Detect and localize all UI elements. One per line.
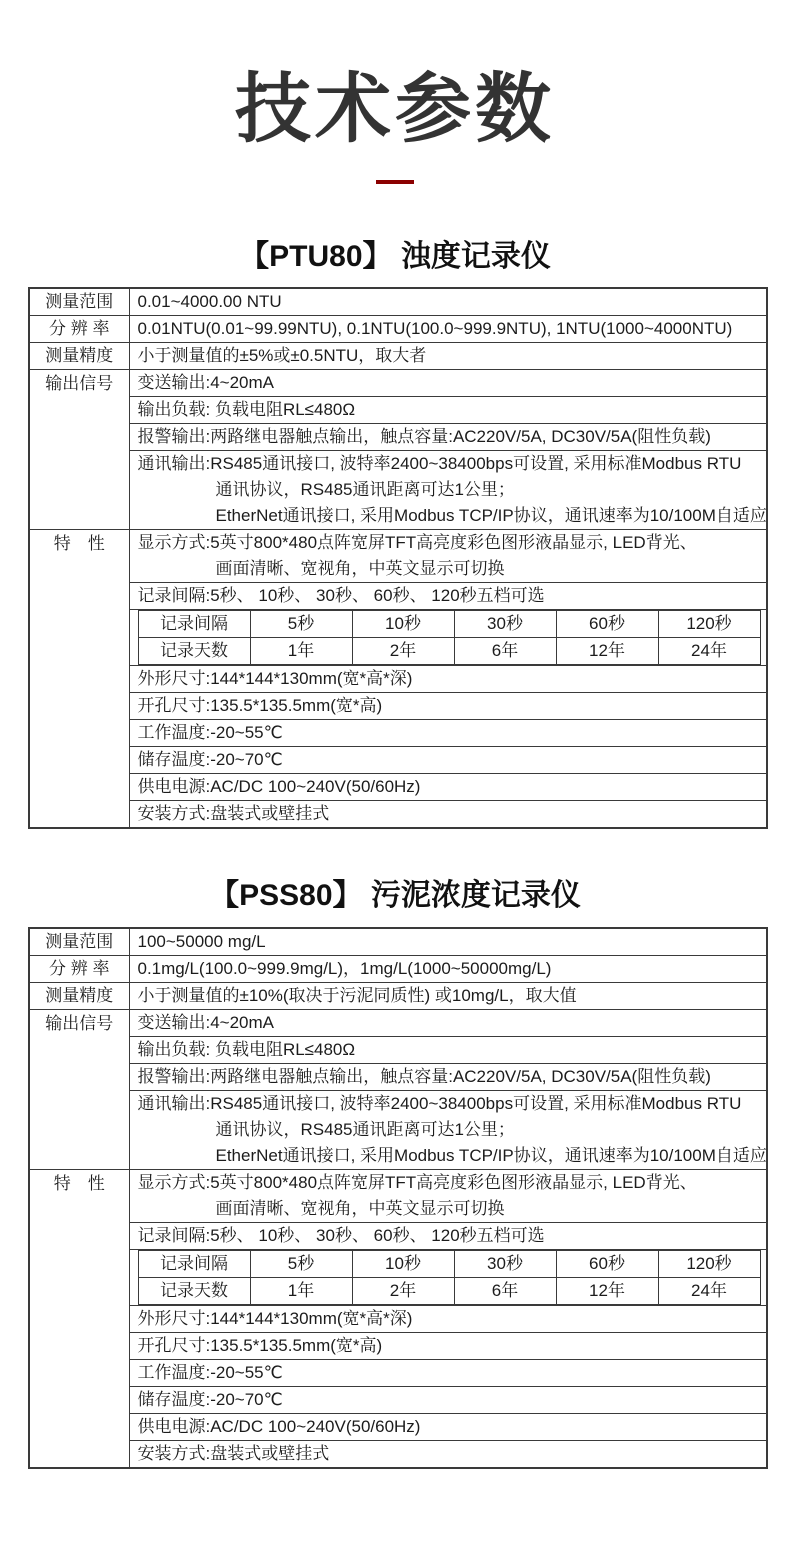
subtable-cell: 30秒	[454, 610, 556, 637]
row-value: 安装方式:盘装式或壁挂式	[129, 1441, 767, 1469]
row-value: 100~50000 mg/L	[129, 928, 767, 956]
subtable-cell: 2年	[352, 1278, 454, 1305]
table-row	[29, 1333, 767, 1360]
subtable-cell: 12年	[556, 1278, 658, 1305]
comm-line-2: 通讯协议，RS485通讯距离可达1公里；	[215, 479, 515, 499]
subtable-cell: 5秒	[250, 610, 352, 637]
row-value: 记录间隔:5秒、 10秒、 30秒、 60秒、 120秒五档可选	[129, 1223, 767, 1250]
row-value-comm-output	[129, 450, 767, 529]
table-row	[29, 956, 767, 983]
subtable-cell: 1年	[250, 1278, 352, 1305]
row-value: 开孔尺寸:135.5*135.5mm(宽*高)	[129, 692, 767, 719]
row-value: 小于测量值的±10%(取决于污泥同质性) 或10mg/L，取大值	[129, 983, 767, 1010]
table-row	[29, 800, 767, 828]
table-row	[29, 1360, 767, 1387]
subtable-cell: 记录间隔	[138, 1251, 250, 1278]
table-row	[29, 1091, 767, 1170]
row-value: 变送输出:4~20mA	[129, 369, 767, 396]
table-row	[29, 396, 767, 423]
row-value: 储存温度:-20~70℃	[129, 746, 767, 773]
table-row	[29, 582, 767, 609]
row-value: 报警输出:两路继电器触点输出，触点容量:AC220V/5A, DC30V/5A(阻性负载)	[129, 423, 767, 450]
section-heading-ptu80: 【PTU80】 浊度记录仪	[239, 240, 551, 274]
record-interval-subtable-cell	[129, 1250, 767, 1306]
row-label: 测量精度	[29, 342, 129, 369]
spec-table-ptu80	[28, 287, 768, 829]
display-line-2: 画面清晰、宽视角，中英文显示可切换	[215, 558, 505, 578]
display-line-2: 画面清晰、宽视角，中英文显示可切换	[215, 1199, 505, 1219]
comm-line-3: EtherNet通讯接口, 采用Modbus TCP/IP协议，通讯速率为10/100M自适应	[215, 1146, 767, 1166]
row-value: 供电电源:AC/DC 100~240V(50/60Hz)	[129, 773, 767, 800]
subtable-cell: 60秒	[556, 610, 658, 637]
subtable-cell: 12年	[556, 637, 658, 664]
subtable-cell: 120秒	[658, 610, 760, 637]
table-row	[29, 1010, 767, 1037]
row-value: 开孔尺寸:135.5*135.5mm(宽*高)	[129, 1333, 767, 1360]
row-value-display-mode	[129, 529, 767, 582]
page-title: 技术参数	[235, 67, 555, 152]
table-row	[29, 1037, 767, 1064]
row-value: 安装方式:盘装式或壁挂式	[129, 800, 767, 828]
row-value: 工作温度:-20~55℃	[129, 1360, 767, 1387]
row-label-features: 特 性	[29, 529, 129, 828]
table-row	[29, 609, 767, 665]
subtable-data-row	[138, 637, 760, 664]
table-row	[29, 746, 767, 773]
row-value: 小于测量值的±5%或±0.5NTU，取大者	[129, 342, 767, 369]
row-label-output-signal: 输出信号	[29, 1010, 129, 1170]
table-row	[29, 1223, 767, 1250]
comm-line-2: 通讯协议，RS485通讯距离可达1公里；	[215, 1120, 515, 1140]
row-label: 分 辨 率	[29, 956, 129, 983]
subtable-cell: 30秒	[454, 1251, 556, 1278]
subtable-cell: 6年	[454, 1278, 556, 1305]
subtable-cell: 24年	[658, 637, 760, 664]
table-row	[29, 369, 767, 396]
subtable-cell: 60秒	[556, 1251, 658, 1278]
table-row	[29, 288, 767, 316]
table-row	[29, 1170, 767, 1223]
row-value: 工作温度:-20~55℃	[129, 719, 767, 746]
row-value: 报警输出:两路继电器触点输出，触点容量:AC220V/5A, DC30V/5A(阻性负载)	[129, 1064, 767, 1091]
row-label: 测量范围	[29, 288, 129, 316]
subtable-cell: 10秒	[352, 1251, 454, 1278]
table-row	[29, 450, 767, 529]
row-value: 0.01NTU(0.01~99.99NTU), 0.1NTU(100.0~999.9NTU), 1NTU(1000~4000NTU)	[129, 315, 767, 342]
subtable-cell: 24年	[658, 1278, 760, 1305]
row-value: 0.01~4000.00 NTU	[129, 288, 767, 316]
subtable-cell: 5秒	[250, 1251, 352, 1278]
row-value: 外形尺寸:144*144*130mm(宽*高*深)	[129, 665, 767, 692]
row-value: 储存温度:-20~70℃	[129, 1387, 767, 1414]
display-line-1: 显示方式:5英寸800*480点阵宽屏TFT高亮度彩色图形液晶显示, LED背光、	[137, 532, 697, 552]
table-row	[29, 773, 767, 800]
row-label: 测量精度	[29, 983, 129, 1010]
table-row	[29, 1306, 767, 1333]
table-row	[29, 1250, 767, 1306]
comm-line-3: EtherNet通讯接口, 采用Modbus TCP/IP协议，通讯速率为10/100M自适应	[215, 505, 767, 525]
row-value: 输出负载: 负载电阻RL≤480Ω	[129, 1037, 767, 1064]
row-value: 变送输出:4~20mA	[129, 1010, 767, 1037]
table-row	[29, 692, 767, 719]
row-label: 分 辨 率	[29, 315, 129, 342]
row-value-display-mode	[129, 1170, 767, 1223]
record-interval-subtable-cell	[129, 609, 767, 665]
subtable-cell: 记录间隔	[138, 610, 250, 637]
table-row	[29, 719, 767, 746]
subtable-header-row	[138, 610, 760, 637]
table-row	[29, 342, 767, 369]
row-value: 记录间隔:5秒、 10秒、 30秒、 60秒、 120秒五档可选	[129, 582, 767, 609]
spec-table-pss80	[28, 927, 768, 1469]
subtable-data-row	[138, 1278, 760, 1305]
table-row	[29, 1387, 767, 1414]
row-label: 测量范围	[29, 928, 129, 956]
subtable-cell: 记录天数	[138, 1278, 250, 1305]
subtable-cell: 1年	[250, 637, 352, 664]
subtable-header-row	[138, 1251, 760, 1278]
subtable-cell: 10秒	[352, 610, 454, 637]
row-label-features: 特 性	[29, 1170, 129, 1469]
subtable-cell: 120秒	[658, 1251, 760, 1278]
comm-line-1: 通讯输出:RS485通讯接口, 波特率2400~38400bps可设置, 采用标准Modbus RTU	[137, 453, 742, 473]
table-row	[29, 315, 767, 342]
title-underline-divider	[376, 180, 414, 184]
row-value: 外形尺寸:144*144*130mm(宽*高*深)	[129, 1306, 767, 1333]
section-heading-pss80: 【PSS80】 污泥浓度记录仪	[209, 878, 581, 912]
row-value-comm-output	[129, 1091, 767, 1170]
row-value: 0.1mg/L(100.0~999.9mg/L)，1mg/L(1000~50000mg/L)	[129, 956, 767, 983]
comm-line-1: 通讯输出:RS485通讯接口, 波特率2400~38400bps可设置, 采用标准Modbus RTU	[137, 1094, 742, 1114]
table-row	[29, 928, 767, 956]
table-row	[29, 1414, 767, 1441]
table-row	[29, 529, 767, 582]
record-interval-subtable	[138, 610, 761, 665]
table-row	[29, 1064, 767, 1091]
row-label-output-signal: 输出信号	[29, 369, 129, 529]
table-row	[29, 423, 767, 450]
table-row	[29, 665, 767, 692]
subtable-cell: 2年	[352, 637, 454, 664]
subtable-cell: 记录天数	[138, 637, 250, 664]
table-row	[29, 1441, 767, 1469]
record-interval-subtable	[138, 1250, 761, 1305]
row-value: 供电电源:AC/DC 100~240V(50/60Hz)	[129, 1414, 767, 1441]
display-line-1: 显示方式:5英寸800*480点阵宽屏TFT高亮度彩色图形液晶显示, LED背光、	[137, 1173, 697, 1193]
table-row	[29, 983, 767, 1010]
row-value: 输出负载: 负载电阻RL≤480Ω	[129, 396, 767, 423]
subtable-cell: 6年	[454, 637, 556, 664]
